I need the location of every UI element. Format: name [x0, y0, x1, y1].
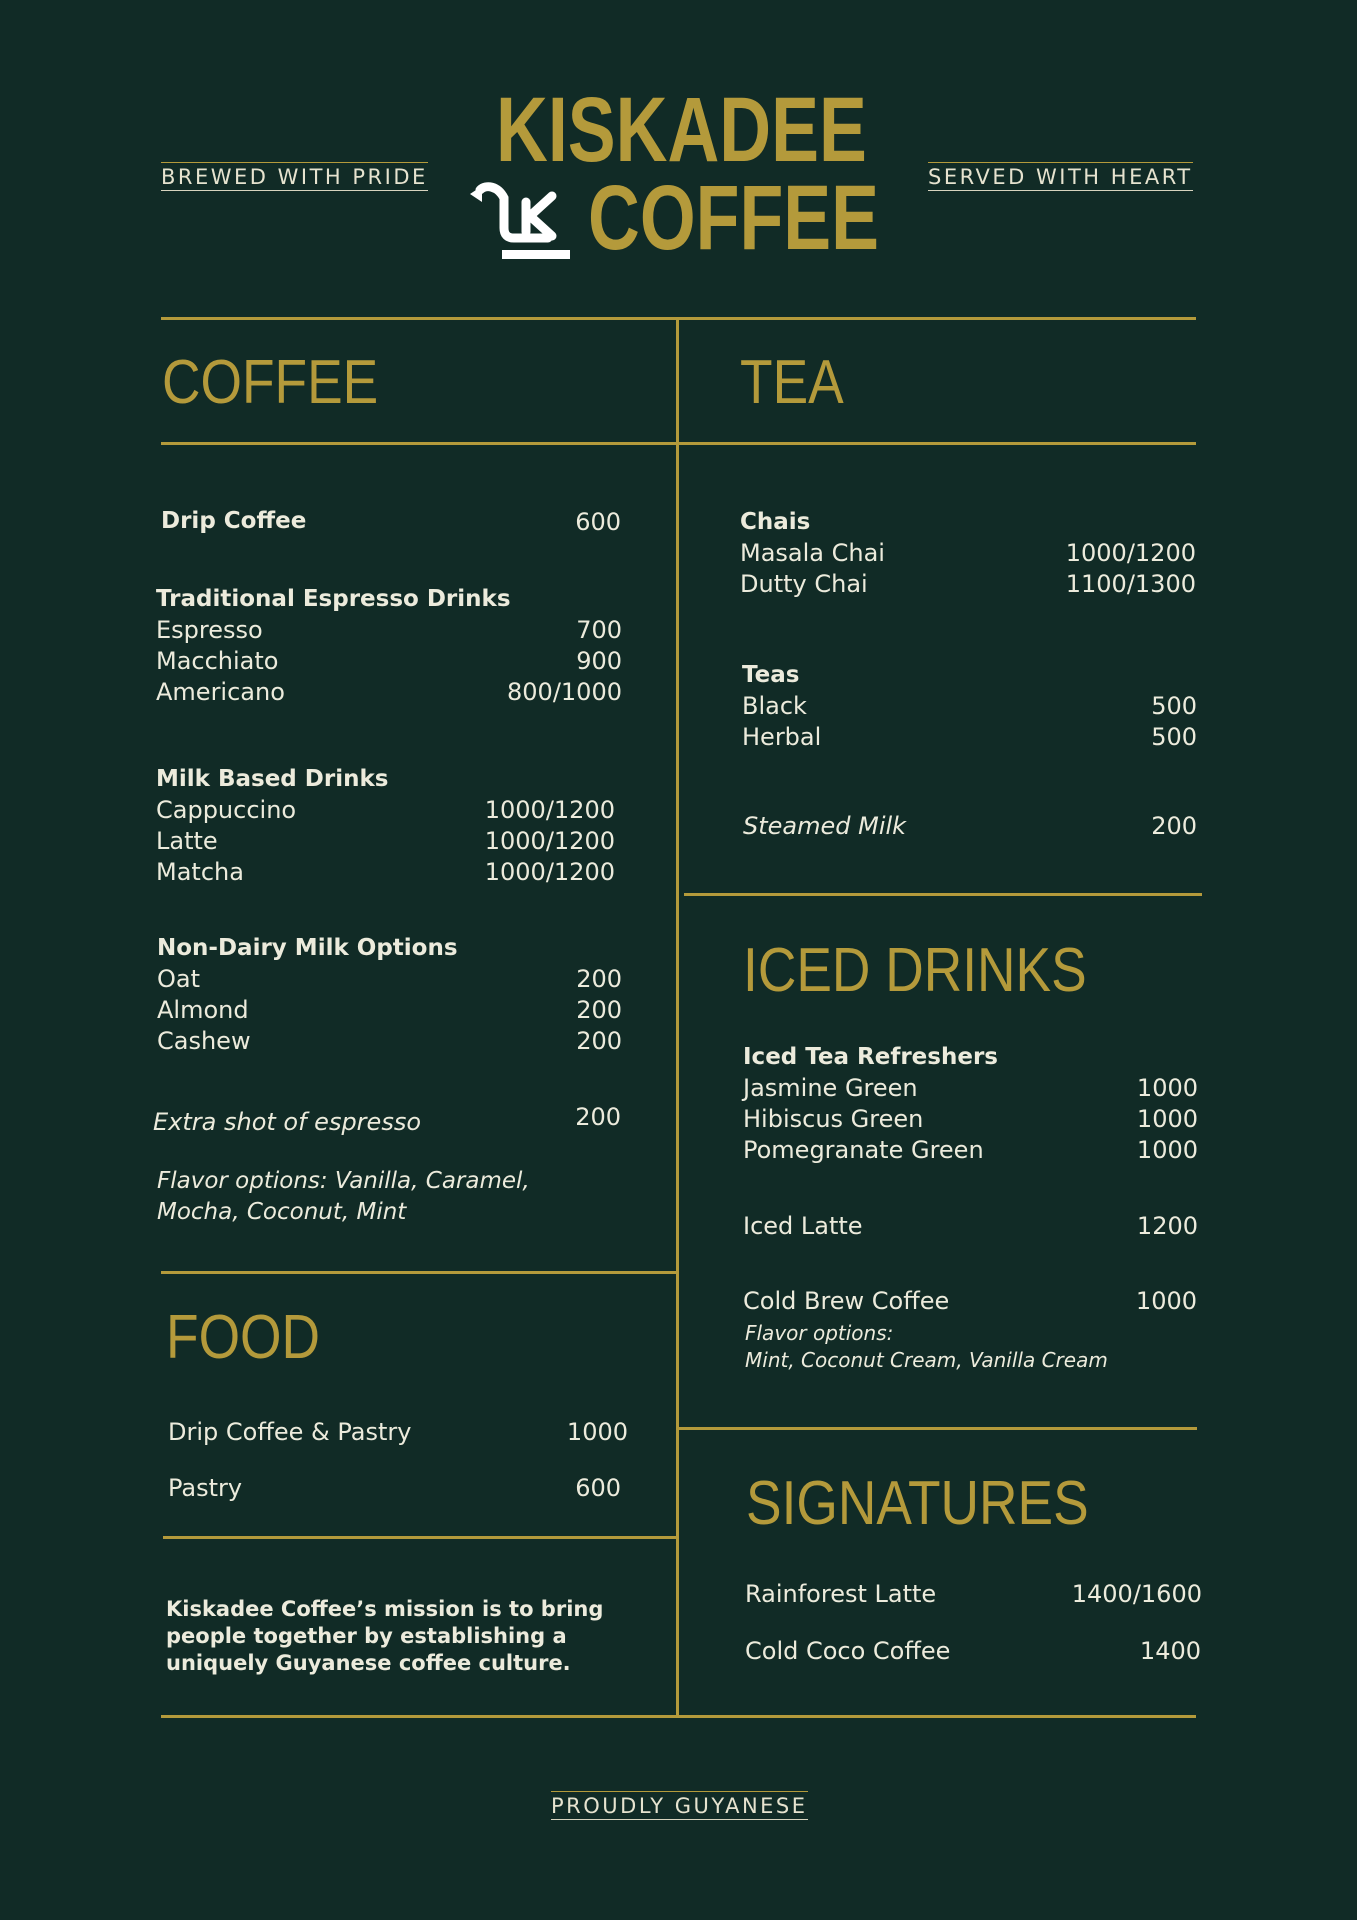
item-price: 200 — [576, 1027, 622, 1055]
item-price: 200 — [576, 996, 622, 1024]
menu-item-drip-coffee — [161, 508, 621, 536]
group-title-chais: Chais — [740, 509, 811, 535]
divider-tea-iced — [684, 893, 1202, 896]
item-price: 200 — [576, 965, 622, 993]
section-title-food: FOOD — [166, 1303, 321, 1372]
item-name: Cashew — [157, 1027, 251, 1055]
menu-item-cold-brew — [743, 1287, 1197, 1315]
item-price: 200 — [1151, 812, 1197, 840]
menu-item — [156, 678, 622, 706]
menu-item — [745, 1637, 1201, 1665]
menu-item — [740, 539, 1196, 567]
item-price: 1000 — [566, 1418, 628, 1446]
item-price: 600 — [575, 1474, 621, 1502]
menu-item-steamed-milk — [743, 812, 1197, 840]
coffee-flavor-options — [157, 1166, 530, 1228]
brand-name-line1: KISKADEE — [496, 79, 867, 181]
menu-item — [168, 1418, 628, 1446]
item-name: Oat — [157, 965, 201, 993]
item-name: Espresso — [156, 616, 263, 644]
divider-coffee-food — [161, 1271, 678, 1274]
group-title-teas: Teas — [742, 662, 800, 688]
item-name: Drip Coffee — [161, 508, 307, 534]
item-price: 1000 — [1135, 1287, 1197, 1315]
item-price: 1000/1200 — [484, 796, 615, 824]
item-name: Latte — [156, 827, 218, 855]
menu-item-extra-shot — [153, 1103, 621, 1136]
item-name: Americano — [156, 678, 285, 706]
mission-line: uniquely Guyanese coffee culture. — [166, 1651, 571, 1675]
item-name: Almond — [157, 996, 249, 1024]
item-name: Matcha — [156, 858, 244, 886]
item-price: 1200 — [1136, 1212, 1198, 1240]
item-name: Cold Coco Coffee — [745, 1637, 951, 1665]
group-title-nondairy: Non-Dairy Milk Options — [157, 935, 458, 961]
divider-center — [676, 319, 679, 1718]
item-price: 600 — [575, 508, 621, 536]
item-price: 900 — [576, 647, 622, 675]
item-price: 1000/1200 — [1065, 539, 1196, 567]
brand-name — [496, 79, 971, 181]
menu-item — [745, 1580, 1202, 1608]
item-name: Pomegranate Green — [743, 1136, 984, 1164]
flavor-line: Mocha, Coconut, Mint — [157, 1199, 407, 1225]
item-price: 1400/1600 — [1071, 1580, 1202, 1608]
menu-item-iced-latte — [743, 1212, 1198, 1240]
menu-item — [740, 570, 1196, 598]
group-title-refreshers: Iced Tea Refreshers — [743, 1044, 998, 1070]
item-price: 500 — [1151, 692, 1197, 720]
footer-tagline: PROUDLY GUYANESE — [551, 1791, 808, 1820]
menu-item — [156, 647, 622, 675]
menu-item — [156, 796, 615, 824]
item-name: Herbal — [742, 723, 822, 751]
item-price: 1100/1300 — [1065, 570, 1196, 598]
iced-flavor-options — [745, 1320, 1108, 1374]
item-name: Steamed Milk — [743, 812, 907, 840]
menu-item — [743, 1074, 1198, 1102]
item-name: Iced Latte — [743, 1212, 863, 1240]
item-name: Drip Coffee & Pastry — [168, 1418, 412, 1446]
item-price: 1000/1200 — [484, 827, 615, 855]
menu-item — [168, 1474, 621, 1502]
item-price: 700 — [576, 616, 622, 644]
item-price: 800/1000 — [507, 678, 622, 706]
tagline-left: BREWED WITH PRIDE — [161, 162, 428, 191]
section-title-iced-drinks: ICED DRINKS — [743, 936, 1087, 1005]
menu-item — [156, 616, 622, 644]
item-name: Rainforest Latte — [745, 1580, 937, 1608]
menu-item — [743, 1105, 1198, 1133]
item-price: 1400 — [1139, 1637, 1201, 1665]
group-title-milk: Milk Based Drinks — [156, 766, 389, 792]
kiskadee-cup-logo-icon — [468, 176, 580, 262]
item-name: Masala Chai — [740, 539, 885, 567]
tagline-right: SERVED WITH HEART — [928, 162, 1193, 191]
menu-item — [157, 996, 622, 1024]
section-title-coffee: COFFEE — [162, 348, 379, 417]
flavor-line: Flavor options: — [745, 1321, 894, 1345]
item-name: Hibiscus Green — [743, 1105, 924, 1133]
item-name: Cold Brew Coffee — [743, 1287, 950, 1315]
menu-item — [742, 723, 1197, 751]
item-price: 200 — [575, 1103, 621, 1131]
section-title-signatures: SIGNATURES — [746, 1469, 1089, 1538]
item-price: 1000/1200 — [484, 858, 615, 886]
menu-item — [156, 827, 615, 855]
menu-item — [743, 1136, 1198, 1164]
brand-name-line2-wrap — [588, 167, 961, 269]
section-title-tea: TEA — [740, 348, 844, 417]
divider-food-mission — [163, 1536, 678, 1539]
mission-statement — [166, 1596, 603, 1677]
item-name: Black — [742, 692, 807, 720]
item-name: Extra shot of espresso — [153, 1108, 422, 1136]
menu-item — [157, 965, 622, 993]
flavor-line: Mint, Coconut Cream, Vanilla Cream — [745, 1348, 1108, 1372]
item-name: Macchiato — [156, 647, 279, 675]
item-price: 500 — [1151, 723, 1197, 751]
mission-line: people together by establishing a — [166, 1624, 567, 1648]
divider-iced-signatures — [678, 1427, 1197, 1430]
flavor-line: Flavor options: Vanilla, Caramel, — [157, 1168, 530, 1194]
item-price: 1000 — [1136, 1136, 1198, 1164]
menu-item — [156, 858, 615, 886]
item-price: 1000 — [1136, 1074, 1198, 1102]
group-title-espresso: Traditional Espresso Drinks — [156, 586, 511, 612]
item-name: Jasmine Green — [743, 1074, 918, 1102]
divider-bottom — [161, 1715, 1196, 1718]
mission-line: Kiskadee Coffee’s mission is to bring — [166, 1597, 604, 1621]
item-name: Cappuccino — [156, 796, 297, 824]
item-name: Dutty Chai — [740, 570, 868, 598]
menu-item — [157, 1027, 622, 1055]
menu-item — [742, 692, 1197, 720]
item-name: Pastry — [168, 1474, 243, 1502]
brand-name-line2: COFFEE — [588, 167, 880, 269]
item-price: 1000 — [1136, 1105, 1198, 1133]
